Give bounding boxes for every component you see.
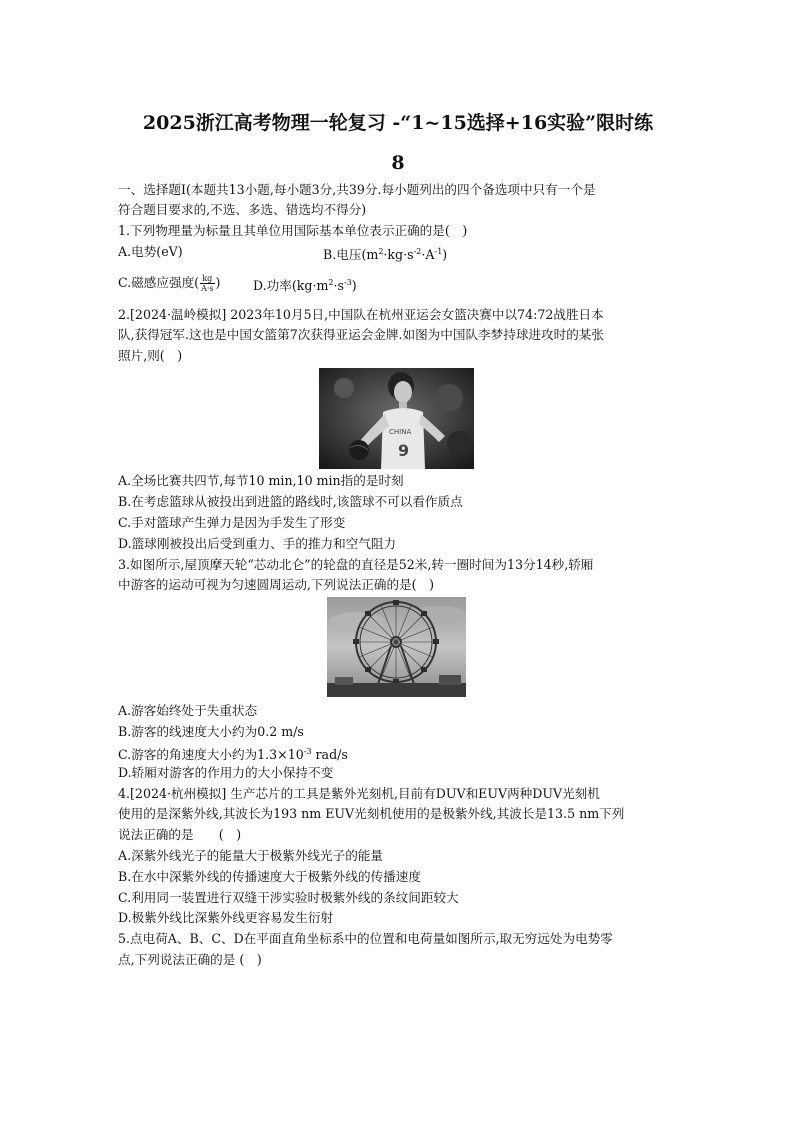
q5-stem-line-2: 点,下列说法正确的是 ( ): [118, 952, 262, 967]
page-title: [118, 103, 678, 183]
q3-stem-line-1: 3.如图所示,屋顶摩天轮“芯动北仑”的轮盘的直径是52米,转一圈时间为13分14秒,轿厢: [118, 557, 594, 572]
q1-option-b: B.电压$(m^2\cdot kg\cdot s^{-2}\cdot A^{-1})$: [323, 247, 448, 263]
q2-stem-line-3: 照片,则( ): [118, 348, 183, 363]
q5-stem-line-1: 5.点电荷A、B、C、D在平面直角坐标系中的位置和电荷量如图所示,取无穷远处为电势零: [118, 931, 613, 946]
q4-option-b: B.在水中深紫外线的传播速度大于极紫外线的传播速度: [118, 869, 421, 884]
q2-option-a: A.全场比赛共四节,每节10 min,10 min指的是时刻: [118, 473, 404, 488]
jersey-text: CHINA: [389, 428, 412, 436]
q4-option-a: A.深紫外线光子的能量大于极紫外线光子的能量: [118, 848, 383, 863]
q4-stem-line-3: 说法正确的是 ( ): [118, 827, 242, 842]
q2-option-d: D.篮球刚被投出后受到重力、手的推力和空气阻力: [118, 536, 397, 551]
q2-stem-line-1: 2.[2024·温岭模拟] 2023年10月5日,中国队在杭州亚运会女篮决赛中以74:72战胜日本: [118, 307, 604, 322]
q4-option-d: D.极紫外线比深紫外线更容易发生衍射: [118, 910, 334, 925]
q3-option-c: C.游客的角速度大小约为$1.3\times 10^{-3}$ rad/s: [118, 747, 348, 763]
jersey-number: 9: [398, 441, 410, 460]
q3-option-d: D.轿厢对游客的作用力的大小保持不变: [118, 765, 334, 780]
title-line-1: 2025浙江高考物理一轮复习 -“1~15选择+16实验”限时练: [142, 112, 654, 134]
q1-option-a: A.电势(eV): [118, 244, 183, 259]
q4-option-c: C.利用同一装置进行双缝干涉实验时极紫外线的条纹间距较大: [118, 890, 459, 905]
title-line-2: 8: [391, 152, 405, 174]
basketball-player-photo: [319, 368, 474, 469]
q1-stem: 1.下列物理量为标量且其单位用国际基本单位表示正确的是( ): [118, 223, 468, 238]
ferris-wheel-photo: [327, 597, 466, 697]
q3-option-a: A.游客始终处于失重状态: [118, 703, 258, 718]
q4-stem-line-1: 4.[2024·杭州模拟] 生产芯片的工具是紫外光刻机,目前有DUV和EUV两种DUV光刻机: [118, 786, 600, 801]
q2-option-c: C.手对篮球产生弹力是因为手发生了形变: [118, 515, 346, 530]
section-instructions-line-2: 符合题目要求的,不选、多选、错选均不得分): [118, 202, 367, 217]
q2-option-b: B.在考虑篮球从被投出到进篮的路线时,该篮球不可以看作质点: [118, 494, 463, 509]
q3-stem-line-2: 中游客的运动可视为匀速圆周运动,下列说法正确的是( ): [118, 577, 435, 592]
fraction: $\frac{kg}{A\cdot s}$: [201, 274, 214, 293]
q3-option-b: B.游客的线速度大小约为0.2 m/s: [118, 724, 304, 739]
section-instructions-line-1: 一、选择题Ⅰ(本题共13小题,每小题3分,共39分.每小题列出的四个备选项中只有一个是: [118, 182, 596, 197]
q1-option-c: C.磁感应强度( $\frac{kg}{A\cdot s}$ ): [118, 274, 221, 293]
q4-stem-line-2: 使用的是深紫外线,其波长为193 nm EUV光刻机使用的是极紫外线,其波长是13.5 nm下列: [118, 806, 625, 821]
q2-stem-line-2: 队,获得冠军.这也是中国女篮第7次获得亚运会金牌.如图为中国队李梦持球进攻时的某张: [118, 327, 604, 342]
q1-option-d: D.功率$(kg\cdot m^2\cdot s^{-3})$: [253, 278, 357, 294]
